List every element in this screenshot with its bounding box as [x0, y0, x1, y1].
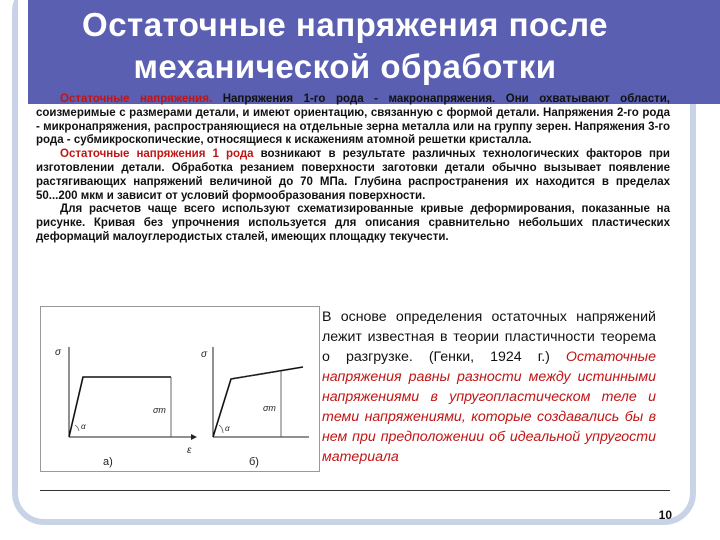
curve-a-diagram — [69, 347, 197, 440]
theorem-plain: В основе определения остаточных напряжений лежит известная в теории пластичности теорема о разгрузке. (Генки, 1924 г.) — [322, 309, 656, 365]
footer-rule — [40, 490, 670, 491]
paragraph-1 — [36, 93, 670, 148]
paragraph-2-text: возникают в результате различных технологических факторов при изготовлении детали. Обработка резанием поверхности заготовки детали обычно вызывает появление растягивающих напряжений величиной до 70 МПа. Глубина распространения их находится в пределах 50...200 мкм и зависит от условий формообразования поверхности. — [36, 148, 671, 202]
body-text — [36, 93, 670, 245]
paragraph-3: Для расчетов чаще всего используют схематизированные кривые деформирования, показанные на рисунке. Кривая без упрочнения используется для описания сравнительно небольших пластических деформаций малоуглеродистых сталей, имеющих площадку текучести. — [36, 203, 670, 243]
curve-a-angle — [75, 425, 79, 431]
paragraph-1-highlight: Остаточные напряжения. — [60, 93, 213, 105]
curve-b-alpha: α — [225, 424, 230, 433]
paragraph-1-text: Напряжения 1-го рода - макронапряжения. Они охватывают области, соизмеримые с размерами детали, и имеют ориентацию, связанную с формой детали. Напряжения 2-го рода - микронапряжения, распространяющиеся на отдельные зерна металла или на группу зерен. Напряжения 3-го рода - субмикроскопические, относящиеся к искажениям атомной решетки кристалла. — [36, 93, 670, 147]
deformation-curves-figure — [40, 306, 320, 472]
curve-b-sigma-t: σт — [263, 403, 276, 413]
theorem-definition: Остаточные напряжения равны разности между истинными напряжениями в упругопластическом теле и теми напряжениями, которые создавались бы в нем при предположении об идеальной упругости материала — [322, 349, 656, 465]
page-number: 10 — [658, 508, 672, 522]
curve-a-sigma: σ — [55, 347, 62, 358]
theorem-text — [322, 307, 656, 467]
curve-a-eps: ε — [187, 445, 192, 456]
curve-a-sigma-t: σт — [153, 405, 166, 415]
curve-b-label: б) — [249, 456, 259, 468]
paragraph-2 — [36, 148, 670, 203]
curve-a-alpha: α — [81, 422, 86, 431]
slide-title: Остаточные напряжения после механической обработки — [82, 6, 608, 85]
paragraph-2-highlight: Остаточные напряжения 1 рода — [60, 148, 254, 161]
curve-b-angle — [219, 425, 223, 433]
deformation-curves-svg — [41, 307, 319, 471]
curve-a-x-arrow — [191, 434, 197, 440]
curve-b-sigma: σ — [201, 349, 208, 360]
curve-a-label: а) — [103, 456, 113, 468]
